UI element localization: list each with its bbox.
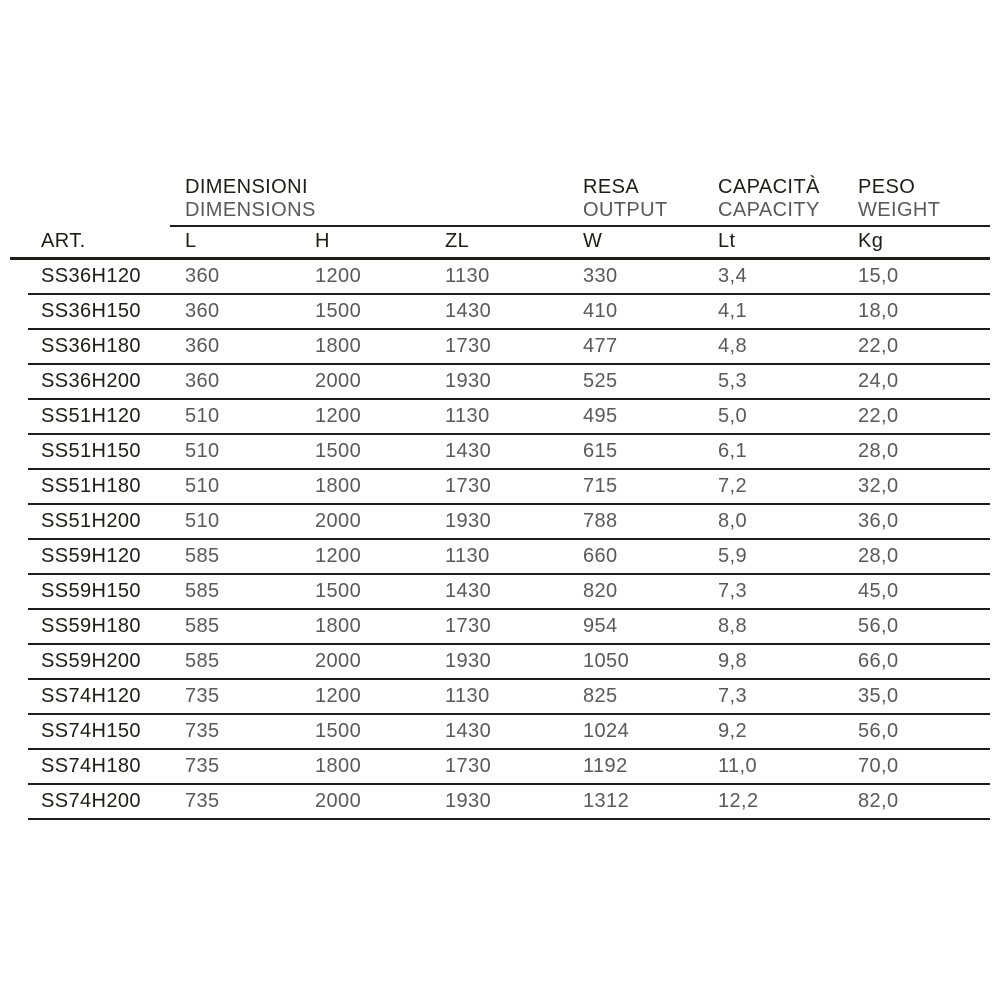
- group-primary-label: DIMENSIONI: [185, 176, 308, 198]
- cell-value: 735: [185, 755, 220, 777]
- group-primary-label: RESA: [583, 176, 640, 198]
- cell-value: 715: [583, 475, 618, 497]
- cell-value: 1500: [315, 440, 362, 462]
- column-header-art: ART.: [41, 230, 86, 252]
- cell-value: 360: [185, 265, 220, 287]
- group-header-row: [0, 176, 1000, 224]
- group-header-dimensioni: [185, 176, 316, 222]
- column-header-h: H: [315, 230, 330, 252]
- cell-article-code: SS59H120: [41, 545, 141, 567]
- cell-value: 66,0: [858, 650, 899, 672]
- cell-value: 1500: [315, 720, 362, 742]
- cell-article-code: SS51H180: [41, 475, 141, 497]
- column-header-kg: Kg: [858, 230, 884, 252]
- cell-value: 7,3: [718, 685, 748, 707]
- cell-value: 1130: [445, 265, 490, 287]
- cell-value: 820: [583, 580, 618, 602]
- group-header-resa: [583, 176, 668, 222]
- cell-article-code: SS36H200: [41, 370, 141, 392]
- group-header-peso: [858, 176, 940, 222]
- cell-value: 7,3: [718, 580, 748, 602]
- table-row: [28, 330, 990, 365]
- cell-value: 4,8: [718, 335, 748, 357]
- group-header-rule: [170, 225, 990, 227]
- cell-value: 32,0: [858, 475, 899, 497]
- cell-value: 1430: [445, 580, 492, 602]
- cell-value: 1500: [315, 300, 362, 322]
- cell-value: 477: [583, 335, 618, 357]
- cell-value: 4,1: [718, 300, 748, 322]
- column-header-row: [28, 228, 990, 257]
- table-row: [28, 400, 990, 435]
- table-row: [28, 260, 990, 295]
- cell-value: 1930: [445, 510, 492, 532]
- cell-value: 360: [185, 300, 220, 322]
- cell-value: 735: [185, 685, 220, 707]
- cell-value: 82,0: [858, 790, 899, 812]
- cell-value: 28,0: [858, 440, 899, 462]
- cell-value: 1730: [445, 335, 492, 357]
- cell-value: 1800: [315, 475, 362, 497]
- table-row: [28, 365, 990, 400]
- cell-value: 1800: [315, 615, 362, 637]
- cell-value: 510: [185, 475, 220, 497]
- cell-value: 22,0: [858, 405, 899, 427]
- cell-value: 22,0: [858, 335, 899, 357]
- cell-value: 24,0: [858, 370, 899, 392]
- column-header-l: L: [185, 230, 197, 252]
- cell-value: 1930: [445, 790, 492, 812]
- cell-value: 585: [185, 580, 220, 602]
- cell-article-code: SS51H200: [41, 510, 141, 532]
- cell-value: 28,0: [858, 545, 899, 567]
- cell-value: 1930: [445, 370, 492, 392]
- table-row: [28, 470, 990, 505]
- cell-value: 9,2: [718, 720, 748, 742]
- cell-value: 825: [583, 685, 618, 707]
- cell-value: 954: [583, 615, 618, 637]
- cell-value: 2000: [315, 370, 362, 392]
- cell-value: 56,0: [858, 615, 899, 637]
- group-secondary-label: WEIGHT: [858, 199, 941, 221]
- cell-value: 360: [185, 370, 220, 392]
- cell-value: 495: [583, 405, 618, 427]
- cell-value: 1024: [583, 720, 630, 742]
- cell-article-code: SS74H200: [41, 790, 141, 812]
- group-secondary-label: DIMENSIONS: [185, 199, 316, 221]
- cell-value: 615: [583, 440, 618, 462]
- cell-value: 525: [583, 370, 618, 392]
- cell-value: 3,4: [718, 265, 748, 287]
- group-secondary-label: CAPACITY: [718, 199, 820, 221]
- column-header-zl: ZL: [445, 230, 470, 252]
- cell-value: 36,0: [858, 510, 899, 532]
- cell-value: 360: [185, 335, 220, 357]
- cell-value: 510: [185, 440, 220, 462]
- cell-article-code: SS59H180: [41, 615, 141, 637]
- cell-value: 1430: [445, 440, 492, 462]
- cell-article-code: SS36H180: [41, 335, 141, 357]
- cell-article-code: SS51H150: [41, 440, 141, 462]
- cell-article-code: SS59H150: [41, 580, 141, 602]
- cell-value: 5,0: [718, 405, 748, 427]
- group-primary-label: CAPACITÀ: [718, 176, 820, 198]
- cell-value: 410: [583, 300, 618, 322]
- cell-value: 1200: [315, 545, 362, 567]
- table-row: [28, 645, 990, 680]
- cell-article-code: SS36H120: [41, 265, 141, 287]
- cell-value: 735: [185, 790, 220, 812]
- group-primary-label: PESO: [858, 176, 916, 198]
- column-header-lt: Lt: [718, 230, 736, 252]
- cell-value: 35,0: [858, 685, 899, 707]
- cell-value: 788: [583, 510, 618, 532]
- cell-value: 2000: [315, 650, 362, 672]
- cell-value: 8,0: [718, 510, 748, 532]
- table-row: [28, 750, 990, 785]
- cell-value: 585: [185, 650, 220, 672]
- table-row: [28, 505, 990, 540]
- cell-value: 2000: [315, 790, 362, 812]
- cell-value: 7,2: [718, 475, 748, 497]
- table-row: [28, 715, 990, 750]
- cell-value: 1430: [445, 300, 492, 322]
- cell-value: 9,8: [718, 650, 748, 672]
- cell-value: 5,9: [718, 545, 748, 567]
- cell-value: 56,0: [858, 720, 899, 742]
- cell-value: 1130: [445, 545, 490, 567]
- cell-value: 1130: [445, 685, 490, 707]
- cell-value: 15,0: [858, 265, 899, 287]
- cell-value: 1730: [445, 755, 492, 777]
- cell-value: 510: [185, 405, 220, 427]
- cell-value: 510: [185, 510, 220, 532]
- cell-value: 735: [185, 720, 220, 742]
- table-row: [28, 680, 990, 715]
- table-body: [28, 260, 990, 820]
- cell-value: 1192: [583, 755, 628, 777]
- cell-value: 1800: [315, 755, 362, 777]
- column-header-w: W: [583, 230, 603, 252]
- table-row: [28, 785, 990, 820]
- cell-value: 70,0: [858, 755, 899, 777]
- cell-value: 18,0: [858, 300, 899, 322]
- cell-value: 5,3: [718, 370, 748, 392]
- cell-value: 1200: [315, 405, 362, 427]
- cell-value: 8,8: [718, 615, 748, 637]
- table-row: [28, 295, 990, 330]
- cell-value: 585: [185, 615, 220, 637]
- cell-value: 1312: [583, 790, 630, 812]
- group-secondary-label: OUTPUT: [583, 199, 668, 221]
- cell-article-code: SS51H120: [41, 405, 141, 427]
- table-row: [28, 575, 990, 610]
- cell-value: 45,0: [858, 580, 899, 602]
- cell-value: 1730: [445, 475, 492, 497]
- cell-article-code: SS74H120: [41, 685, 141, 707]
- cell-value: 12,2: [718, 790, 759, 812]
- cell-value: 1050: [583, 650, 630, 672]
- cell-value: 1130: [445, 405, 490, 427]
- table-row: [28, 435, 990, 470]
- table-row: [28, 540, 990, 575]
- cell-value: 1430: [445, 720, 492, 742]
- cell-value: 11,0: [718, 755, 758, 777]
- cell-value: 6,1: [718, 440, 748, 462]
- cell-value: 2000: [315, 510, 362, 532]
- cell-value: 1800: [315, 335, 362, 357]
- cell-value: 330: [583, 265, 618, 287]
- cell-article-code: SS36H150: [41, 300, 141, 322]
- cell-article-code: SS59H200: [41, 650, 141, 672]
- cell-article-code: SS74H180: [41, 755, 141, 777]
- group-header-capacita: [718, 176, 820, 222]
- table-row: [28, 610, 990, 645]
- cell-value: 1730: [445, 615, 492, 637]
- cell-article-code: SS74H150: [41, 720, 141, 742]
- cell-value: 1930: [445, 650, 492, 672]
- cell-value: 1200: [315, 685, 362, 707]
- cell-value: 1200: [315, 265, 362, 287]
- cell-value: 660: [583, 545, 618, 567]
- cell-value: 1500: [315, 580, 362, 602]
- cell-value: 585: [185, 545, 220, 567]
